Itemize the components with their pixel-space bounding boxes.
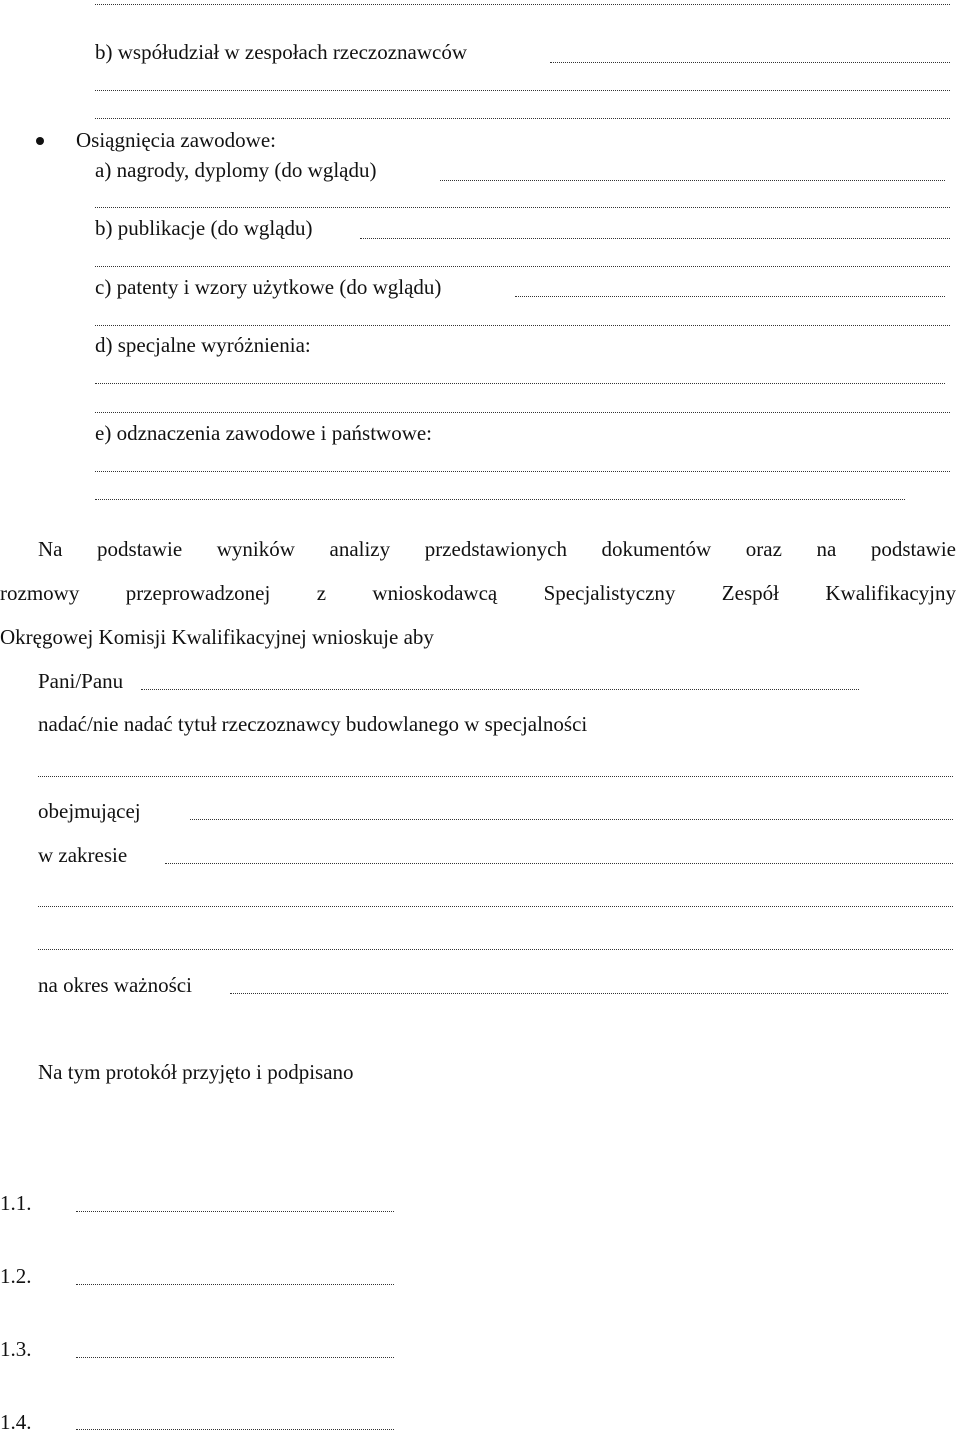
- fill-line: [95, 266, 950, 267]
- conclusion-line-2: rozmowy przeprowadzonej z wnioskodawcą Specjalistyczny Zespół Kwalifikacyjny: [0, 581, 956, 605]
- item-distinctions: d) specjalne wyróżnienia:: [95, 333, 311, 357]
- fill-line: [38, 906, 953, 907]
- signature-line: [76, 1357, 394, 1358]
- fill-line: [95, 471, 950, 472]
- item-awards: a) nagrody, dyplomy (do wglądu): [95, 158, 377, 182]
- bullet-icon: [36, 137, 44, 145]
- fill-line: [515, 296, 945, 297]
- signature-line: [76, 1429, 394, 1430]
- field-label-pani-panu: Pani/Panu: [38, 669, 124, 693]
- item-cooperation: b) współudział w zespołach rzeczoznawców: [95, 40, 468, 64]
- fill-line: [95, 499, 905, 500]
- signature-line: [76, 1284, 394, 1285]
- field-label-scope: w zakresie: [38, 843, 128, 867]
- conclusion-line-1: Na podstawie wyników analizy przedstawionych dokumentów oraz na podstawie: [38, 537, 956, 561]
- fill-line: [95, 90, 950, 91]
- closing-statement: Na tym protokół przyjęto i podpisano: [38, 1060, 354, 1084]
- fill-line: [95, 383, 945, 384]
- fill-line: [230, 993, 948, 994]
- signature-line: [76, 1211, 394, 1212]
- fill-line: [95, 412, 950, 413]
- fill-line: [95, 4, 950, 5]
- fill-line: [38, 776, 953, 777]
- fill-line: [38, 949, 953, 950]
- field-label-title: nadać/nie nadać tytuł rzeczoznawcy budowlanego w specjalności: [38, 712, 588, 736]
- achievements-heading: Osiągnięcia zawodowe:: [76, 128, 277, 152]
- signature-number: 1.1.: [0, 1191, 32, 1215]
- fill-line: [550, 62, 950, 63]
- fill-line: [190, 819, 953, 820]
- fill-line: [440, 180, 945, 181]
- fill-line: [95, 207, 950, 208]
- item-decorations: e) odznaczenia zawodowe i państwowe:: [95, 421, 433, 445]
- field-label-covering: obejmującej: [38, 799, 141, 823]
- item-publications: b) publikacje (do wglądu): [95, 216, 313, 240]
- field-label-validity: na okres ważności: [38, 973, 192, 997]
- signature-number: 1.4.: [0, 1410, 32, 1434]
- item-patents: c) patenty i wzory użytkowe (do wglądu): [95, 275, 442, 299]
- fill-line: [165, 863, 953, 864]
- fill-line: [360, 238, 950, 239]
- signature-number: 1.3.: [0, 1337, 32, 1361]
- fill-line: [141, 689, 859, 690]
- fill-line: [95, 118, 950, 119]
- signature-number: 1.2.: [0, 1264, 32, 1288]
- conclusion-line-3: Okręgowej Komisji Kwalifikacyjnej wnioskuje aby: [0, 625, 434, 649]
- fill-line: [95, 325, 950, 326]
